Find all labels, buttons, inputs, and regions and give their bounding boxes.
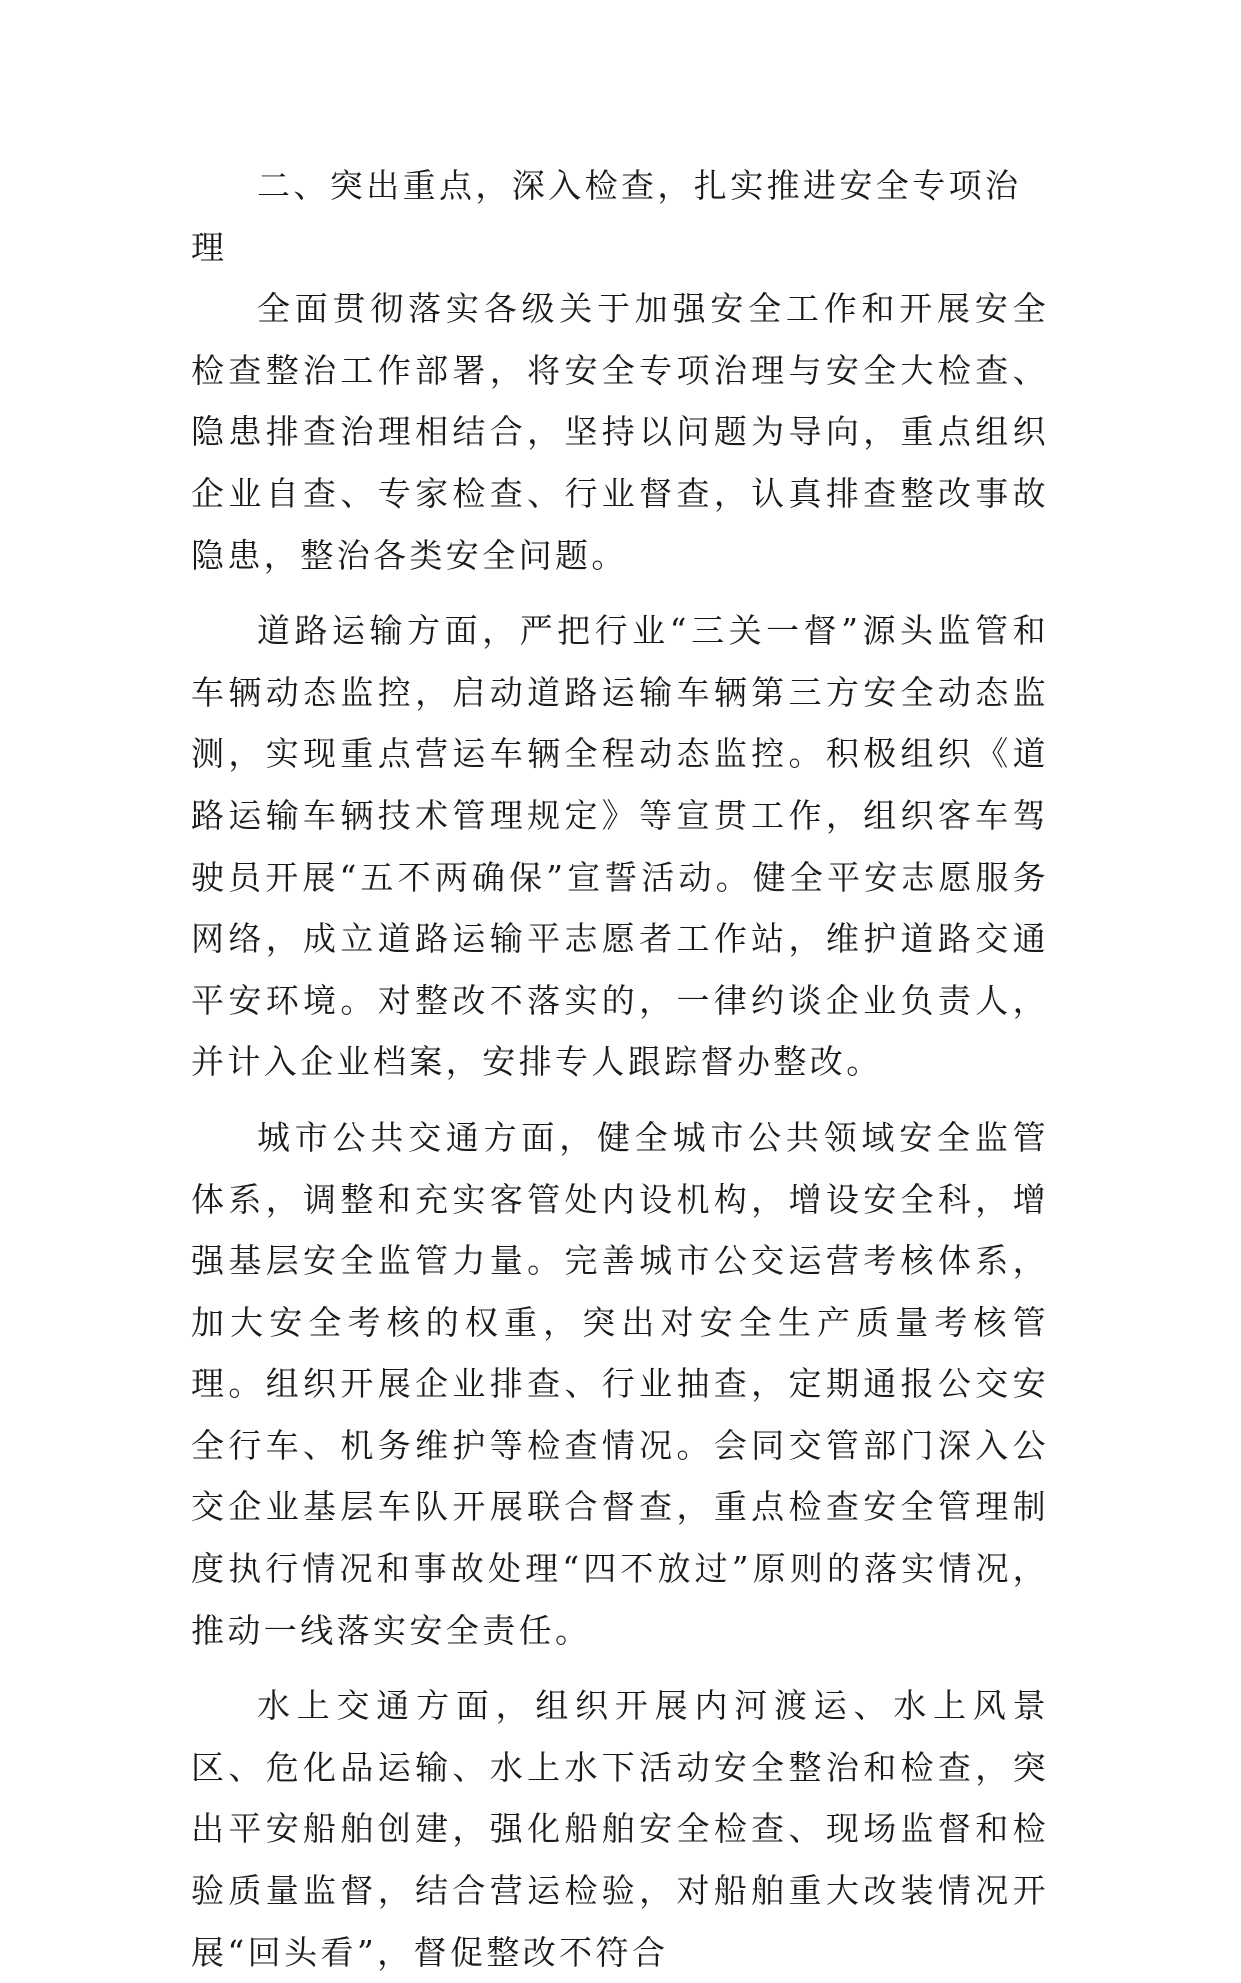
paragraph-road-transport: 道路运输方面，严把行业“三关一督”源头监管和车辆动态监控，启动道路运输车辆第三方安全动态监测，实现重点营运车辆全程动态监控。积极组织《道路运输车辆技术管理规定》等宣贯工作，组织客车驾驶员开展“五不两确保”宣誓活动。健全平安志愿服务网络，成立道路运输平志愿者工作站，维护道路交通平安环境。对整改不落实的，一律约谈企业负责人，并计入企业档案，安排专人跟踪督办整改。 [191,611,1049,1082]
paragraph-urban-transit: 城市公共交通方面，健全城市公共领域安全监管体系，调整和充实客管处内设机构，增设安全科，增强基层安全监管力量。完善城市公交运营考核体系，加大安全考核的权重，突出对安全生产质量考核管理。组织开展企业排查、行业抽查，定期通报公交安全行车、机务维护等检查情况。会同交管部门深入公交企业基层车队开展联合督查，重点检查安全管理制度执行情况和事故处理“四不放过”原则的落实情况，推动一线落实安全责任。 [191,1117,1049,1650]
paragraph-water-transport: 水上交通方面，组织开展内河渡运、水上风景区、危化品运输、水上水下活动安全整治和检查，突出平安船舶创建，强化船舶安全检查、现场监督和检验质量监督，结合营运检验，对船舶重大改装情况开展“回头看”，督促整改不符合 [191,1686,1049,1972]
section-heading: 二、突出重点，深入检查，扎实推进安全专项治理 [191,166,1022,267]
document-body [191,155,1049,1983]
paragraph-overview: 全面贯彻落实各级关于加强安全工作和开展安全检查整治工作部署，将安全专项治理与安全大检查、隐患排查治理相结合，坚持以问题为导向，重点组织企业自查、专家检查、行业督查，认真排查整改事故隐患，整治各类安全问题。 [191,289,1049,575]
